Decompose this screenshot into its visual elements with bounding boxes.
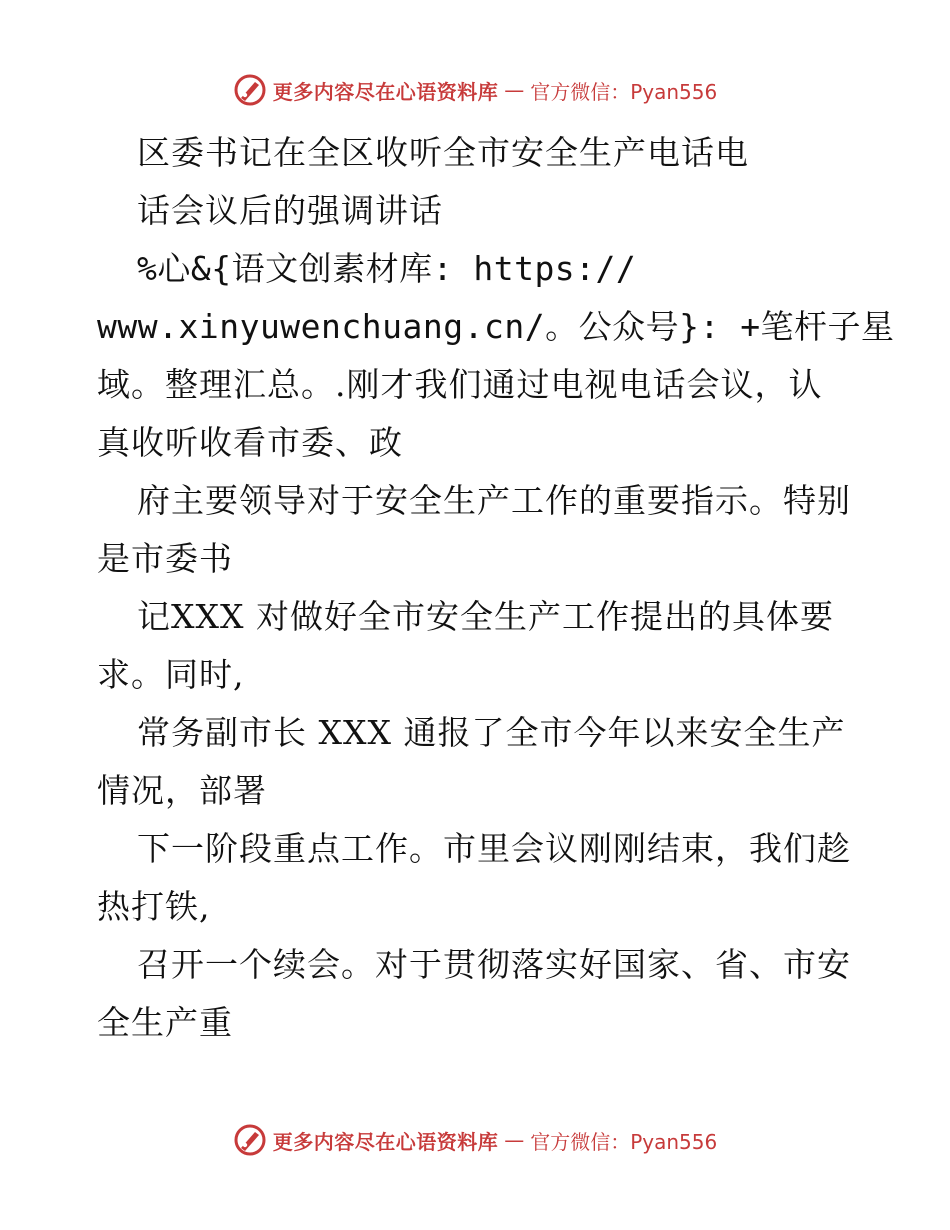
- document-line: 召开一个续会。对于贯彻落实好国家、省、市安: [137, 945, 851, 984]
- banner-separator: —: [504, 1128, 525, 1152]
- document-line: 下一阶段重点工作。市里会议刚刚结束，我们趁: [137, 829, 851, 868]
- document-line: 情况，部署: [97, 771, 267, 810]
- document-body: [97, 124, 895, 1052]
- document-line: 热打铁,: [97, 887, 211, 926]
- pen-in-circle-logo-icon: [233, 1123, 267, 1157]
- document-line: 求。同时,: [97, 655, 245, 694]
- banner-main-text: 更多内容尽在心语资料库: [272, 1129, 499, 1154]
- document-line: 域。整理汇总。.刚才我们通过电视电话会议，认: [97, 365, 823, 404]
- banner-separator: —: [504, 78, 525, 102]
- document-line: 全生产重: [97, 1003, 233, 1042]
- document-line: www.xinyuwenchuang.cn/。公众号}: +笔杆子星: [97, 307, 895, 346]
- banner-main-text: 更多内容尽在心语资料库: [272, 79, 499, 104]
- document-line: 记XXX 对做好全市安全生产工作提出的具体要: [137, 597, 834, 636]
- pen-in-circle-logo-icon: [233, 73, 267, 107]
- document-title-line-2: 话会议后的强调讲话: [137, 191, 443, 230]
- document-line: %心&{语文创素材库: https://: [137, 249, 637, 288]
- document-line: 府主要领导对于安全生产工作的重要指示。特别: [137, 481, 851, 520]
- footer-banner: [0, 1120, 950, 1160]
- document-line: 是市委书: [97, 539, 233, 578]
- document-title-line-1: 区委书记在全区收听全市安全生产电话电: [137, 133, 749, 172]
- document-line: 真收听收看市委、政: [97, 423, 403, 462]
- document-line: 常务副市长 XXX 通报了全市今年以来安全生产: [137, 713, 846, 752]
- header-banner: [0, 70, 950, 110]
- banner-wechat-text: 官方微信：Pyan556: [530, 79, 718, 104]
- banner-wechat-text: 官方微信：Pyan556: [530, 1129, 718, 1154]
